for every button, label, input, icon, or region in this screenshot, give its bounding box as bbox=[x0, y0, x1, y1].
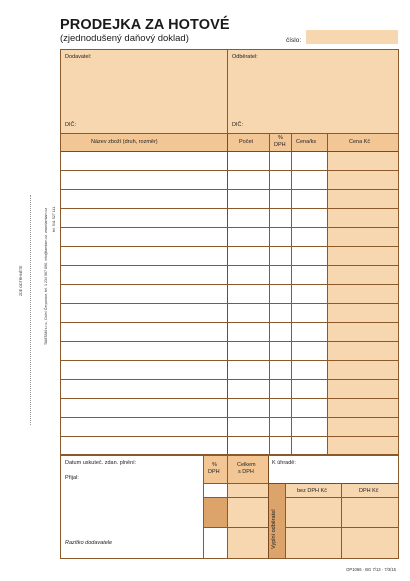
table-row bbox=[61, 246, 398, 247]
table-row bbox=[61, 189, 398, 190]
table-row bbox=[61, 170, 398, 171]
parties-divider bbox=[227, 50, 228, 133]
summary-with-vat-label: s DPH bbox=[238, 469, 254, 475]
table-row bbox=[61, 379, 398, 380]
table-row bbox=[61, 417, 398, 418]
supplier-vat-label: DIČ: bbox=[65, 122, 76, 128]
number-field[interactable] bbox=[306, 30, 398, 44]
col-header-total-price: Cena Kč bbox=[349, 139, 371, 145]
table-row bbox=[61, 303, 398, 304]
col-header-unit-price: Cena/ks bbox=[296, 139, 317, 145]
summary-total-label: Celkem bbox=[237, 462, 256, 468]
customer-vat-label: DIČ: bbox=[232, 122, 243, 128]
col-header-vat: DPH bbox=[274, 142, 286, 148]
table-row bbox=[61, 341, 398, 342]
document-title: PRODEJKA ZA HOTOVÉ bbox=[60, 17, 230, 33]
supplier-stamp-label: Razítko dodavatele bbox=[65, 540, 113, 546]
perforation-line bbox=[30, 195, 31, 425]
table-row bbox=[61, 360, 398, 361]
form-code: OP1066 · BG 7/13 · 7/3/15 bbox=[346, 567, 396, 572]
items-table bbox=[60, 133, 399, 455]
table-row bbox=[61, 265, 398, 266]
side-phone-text: tel. 541 527 111 bbox=[52, 206, 56, 232]
received-by-label: Přijal: bbox=[65, 475, 79, 481]
table-row bbox=[61, 436, 398, 437]
document-subtitle: (zjednodušený daňový doklad) bbox=[60, 33, 189, 44]
col-header-vat-percent: % bbox=[278, 135, 283, 141]
table-row bbox=[61, 284, 398, 285]
tear-off-notice: ZDE ODTRHNĚTE bbox=[19, 265, 23, 296]
vat-amount-label: DPH Kč bbox=[359, 488, 379, 494]
customer-fill-label: Vyplní odběratel bbox=[271, 509, 277, 549]
amount-without-vat-label: bez DPH Kč bbox=[297, 488, 327, 494]
supplier-label: Dodavatel: bbox=[65, 54, 92, 60]
summary-vat-label: DPH bbox=[208, 469, 220, 475]
table-row bbox=[61, 322, 398, 323]
customer-vat-cells[interactable] bbox=[286, 484, 398, 558]
customer-label: Odběratel: bbox=[232, 54, 258, 60]
side-publisher-text: TAMTAM s.r.o., Dolní Čerponice, tel. 1 234 567 890, info@tamtam.cz, www.tamtam.cz bbox=[44, 207, 48, 345]
amount-due-label: K úhradě: bbox=[272, 460, 296, 466]
col-header-quantity: Počet bbox=[239, 139, 254, 145]
summary-vat-percent-label: % bbox=[212, 462, 217, 468]
vat-rate-cell-1[interactable] bbox=[204, 497, 227, 527]
summary-section bbox=[60, 455, 399, 559]
number-label: číslo: bbox=[286, 37, 302, 44]
table-row bbox=[61, 398, 398, 399]
parties-section bbox=[60, 49, 399, 134]
col-header-item-name: Název zboží (druh, rozměr) bbox=[91, 139, 158, 145]
total-with-vat-cells[interactable] bbox=[228, 483, 268, 558]
table-row bbox=[61, 208, 398, 209]
tax-date-label: Datum uskuteč. zdan. plnění: bbox=[65, 460, 137, 466]
table-row bbox=[61, 227, 398, 228]
